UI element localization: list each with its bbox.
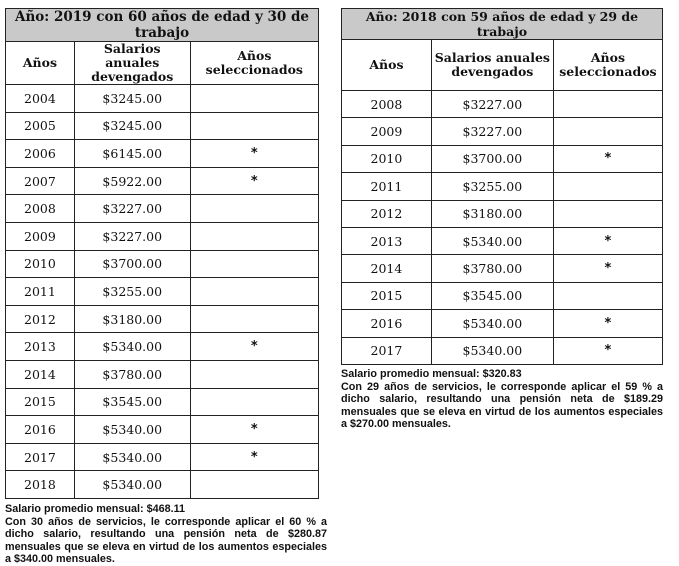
left-table-block [5, 8, 327, 566]
selected-marker-cell: * [190, 333, 318, 361]
year-cell: 2005 [6, 112, 75, 140]
salary-cell: $3245.00 [74, 85, 190, 113]
selected-marker-cell: * [553, 227, 662, 254]
selected-marker-cell [553, 282, 662, 309]
selected-marker-cell: * [190, 140, 318, 168]
table-row [6, 333, 319, 361]
salary-cell: $3700.00 [74, 250, 190, 278]
selected-marker-cell [190, 388, 318, 416]
salary-cell: $3227.00 [74, 195, 190, 223]
year-cell: 2009 [6, 222, 75, 250]
salary-cell: $3227.00 [431, 91, 553, 118]
table-row [6, 360, 319, 388]
year-cell: 2015 [342, 282, 432, 309]
table-row [6, 443, 319, 471]
salary-cell: $3780.00 [431, 255, 553, 282]
salary-cell: $5340.00 [431, 227, 553, 254]
column-header-years: Años [342, 40, 432, 91]
selected-marker-cell [553, 200, 662, 227]
pension-note: Con 29 años de servicios, le corresponde aplicar el 59 % a dicho salario, resultando una pensión neta de $189.29 mensuales que se eleva en virtud de los aumentos especiales a $270.00 mensuales. [341, 380, 663, 431]
right-table-block [341, 8, 663, 431]
salary-cell: $5340.00 [431, 337, 553, 364]
average-salary-note: Salario promedio mensual: $320.83 [341, 367, 522, 380]
table-row [342, 91, 663, 118]
salary-cell: $5340.00 [74, 443, 190, 471]
selected-marker-cell: * [190, 167, 318, 195]
table-row [6, 85, 319, 113]
salary-cell: $3245.00 [74, 112, 190, 140]
salary-cell: $3780.00 [74, 360, 190, 388]
table-row [342, 310, 663, 337]
salary-cell: $3180.00 [431, 200, 553, 227]
selected-marker-cell [190, 250, 318, 278]
salary-cell: $5922.00 [74, 167, 190, 195]
average-salary-note: Salario promedio mensual: $468.11 [5, 502, 186, 515]
selected-marker-cell: * [190, 443, 318, 471]
table-row [342, 255, 663, 282]
table-row [342, 337, 663, 364]
pension-note: Con 30 años de servicios, le corresponde aplicar el 60 % a dicho salario, resultando una pensión neta de $280.87 mensuales que se eleva en virtud de los aumentos especiales a $340.00 mensuales. [5, 515, 327, 566]
year-cell: 2008 [6, 195, 75, 223]
salary-cell: $3255.00 [431, 173, 553, 200]
selected-marker-cell [190, 195, 318, 223]
salary-cell: $5340.00 [74, 333, 190, 361]
column-header-selected: Años seleccionados [553, 40, 662, 91]
selected-marker-cell [190, 471, 318, 499]
table-title: Año: 2019 con 60 años de edad y 30 de trabajo [6, 9, 319, 42]
salary-cell: $5340.00 [431, 310, 553, 337]
year-cell: 2012 [342, 200, 432, 227]
year-cell: 2014 [6, 360, 75, 388]
selected-marker-cell: * [190, 416, 318, 444]
table-row [6, 471, 319, 499]
selected-marker-cell [190, 85, 318, 113]
salary-cell: $5340.00 [74, 471, 190, 499]
column-header-salaries: Salarios anuales devengados [431, 40, 553, 91]
year-cell: 2010 [342, 145, 432, 172]
year-cell: 2014 [342, 255, 432, 282]
year-cell: 2011 [6, 278, 75, 306]
selected-marker-cell [190, 222, 318, 250]
year-cell: 2016 [342, 310, 432, 337]
selected-marker-cell: * [553, 337, 662, 364]
table-row [6, 416, 319, 444]
column-header-salaries: Salarios anuales devengados [74, 42, 190, 85]
year-cell: 2006 [6, 140, 75, 168]
selected-marker-cell: * [553, 255, 662, 282]
year-cell: 2018 [6, 471, 75, 499]
salary-cell: $3255.00 [74, 278, 190, 306]
year-cell: 2004 [6, 85, 75, 113]
table-row [342, 145, 663, 172]
salary-table-2019 [5, 8, 319, 499]
notes [341, 368, 663, 431]
year-cell: 2016 [6, 416, 75, 444]
table-row [6, 195, 319, 223]
year-cell: 2013 [342, 227, 432, 254]
salary-cell: $3545.00 [431, 282, 553, 309]
table-row [6, 222, 319, 250]
table-row [6, 112, 319, 140]
year-cell: 2009 [342, 118, 432, 145]
year-cell: 2017 [342, 337, 432, 364]
table-row [6, 305, 319, 333]
salary-cell: $3545.00 [74, 388, 190, 416]
table-row [6, 140, 319, 168]
selected-marker-cell [553, 91, 662, 118]
year-cell: 2008 [342, 91, 432, 118]
salary-table-2018 [341, 8, 663, 365]
year-cell: 2017 [6, 443, 75, 471]
table-row [342, 282, 663, 309]
salary-cell: $3700.00 [431, 145, 553, 172]
table-body [342, 91, 663, 365]
column-header-selected: Años seleccionados [190, 42, 318, 85]
selected-marker-cell [553, 173, 662, 200]
salary-cell: $3180.00 [74, 305, 190, 333]
year-cell: 2007 [6, 167, 75, 195]
selected-marker-cell: * [553, 145, 662, 172]
year-cell: 2011 [342, 173, 432, 200]
selected-marker-cell: * [553, 310, 662, 337]
selected-marker-cell [190, 360, 318, 388]
selected-marker-cell [190, 112, 318, 140]
column-header-years: Años [6, 42, 75, 85]
year-cell: 2015 [6, 388, 75, 416]
notes [5, 503, 327, 566]
table-row [342, 200, 663, 227]
year-cell: 2010 [6, 250, 75, 278]
table-row [342, 173, 663, 200]
table-row [6, 167, 319, 195]
selected-marker-cell [190, 305, 318, 333]
table-row [6, 278, 319, 306]
selected-marker-cell [553, 118, 662, 145]
table-title: Año: 2018 con 59 años de edad y 29 de trabajo [342, 9, 663, 40]
table-body [6, 85, 319, 499]
table-row [6, 250, 319, 278]
table-row [342, 227, 663, 254]
salary-cell: $6145.00 [74, 140, 190, 168]
table-row [6, 388, 319, 416]
salary-cell: $3227.00 [74, 222, 190, 250]
salary-cell: $3227.00 [431, 118, 553, 145]
year-cell: 2012 [6, 305, 75, 333]
table-row [342, 118, 663, 145]
selected-marker-cell [190, 278, 318, 306]
year-cell: 2013 [6, 333, 75, 361]
salary-cell: $5340.00 [74, 416, 190, 444]
